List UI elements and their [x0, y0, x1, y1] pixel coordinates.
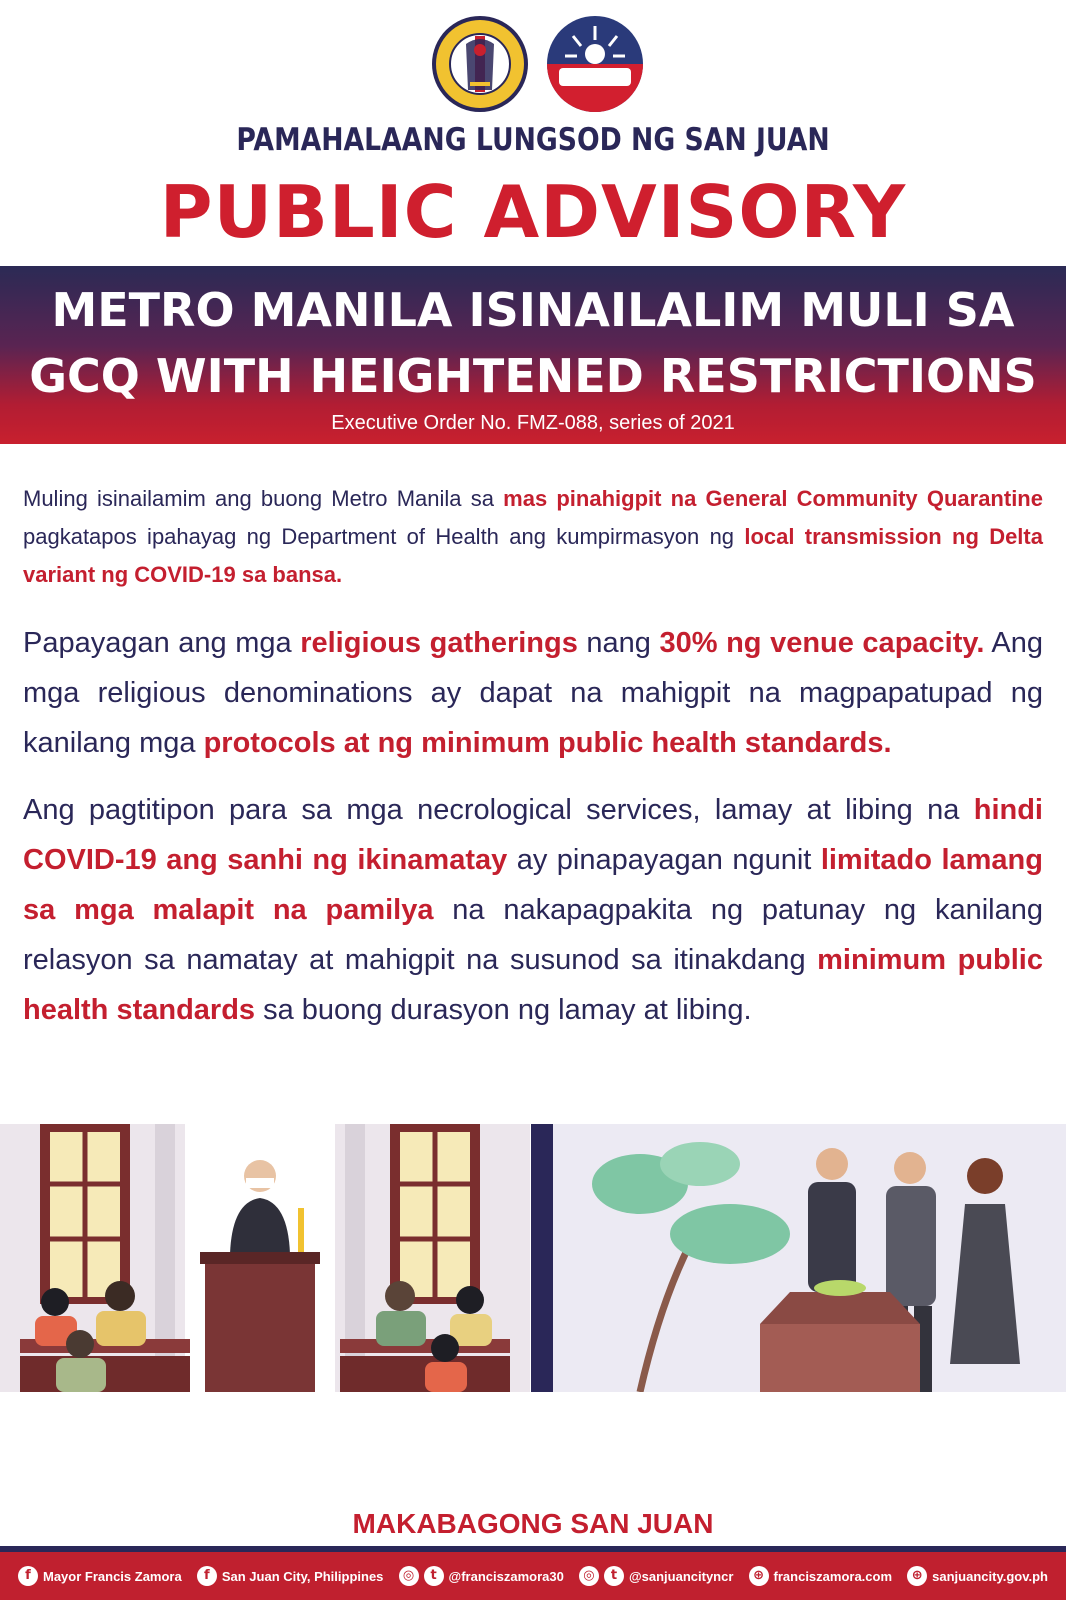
instagram-icon: ◎ [399, 1566, 419, 1586]
text: nang [577, 627, 660, 659]
illustration-panel [0, 1124, 1066, 1392]
highlight: 30% ng venue capacity. [659, 627, 985, 659]
organization-name: PAMAHALAANG LUNGSOD NG SAN JUAN [236, 122, 830, 158]
footer-tagline: MAKABAGONG SAN JUAN [352, 1508, 714, 1539]
social-facebook-mayor[interactable] [18, 1566, 182, 1586]
paragraph-necrological-services [23, 785, 1043, 1035]
text: na nakapagpakita ng patunay ng kanilang relasyon sa namatay at mahigpit na susunod sa itinakdang [23, 894, 1044, 976]
church-scene-illustration [0, 1124, 530, 1392]
highlight: limitado lamang sa mga malapit na pamilya [23, 844, 1043, 926]
social-website-city[interactable] [907, 1566, 1048, 1586]
social-label: San Juan City, Philippines [221, 1568, 384, 1584]
twitter-icon: t [604, 1566, 624, 1586]
social-label: sanjuancity.gov.ph [932, 1568, 1048, 1584]
headline-line-2: GCQ WITH HEIGHTENED RESTRICTIONS [29, 349, 1037, 403]
text: Ang pagtitipon para sa mga necrological services, lamay at libing na [23, 794, 974, 826]
headline-line-1: METRO MANILA ISINAILALIM MULI SA [51, 283, 1015, 337]
text: pagkatapos ipahayag ng Department of Health ang kumpirmasyon ng [23, 524, 745, 549]
funeral-scene-illustration [553, 1124, 1066, 1392]
paragraph-quarantine [23, 480, 1043, 594]
social-links-bar [0, 1546, 1066, 1600]
facebook-icon: f [18, 1566, 38, 1586]
social-label: franciszamora.com [773, 1568, 893, 1584]
highlight: hindi COVID-19 ang sanhi ng ikinamatay [23, 794, 1043, 876]
makabagong-san-juan-logo [545, 14, 645, 114]
twitter-icon: t [424, 1566, 444, 1586]
social-label: @franciszamora30 [448, 1568, 564, 1584]
social-instagram-twitter-mayor[interactable] [399, 1566, 564, 1586]
paragraph-religious-gatherings [23, 618, 1043, 768]
text: Papayagan ang mga [23, 627, 301, 659]
highlight: protocols at ng minimum public health standards. [203, 727, 892, 759]
san-juan-seal-logo [430, 14, 530, 114]
highlight: local transmission ng Delta variant ng COVID-19 sa bansa. [23, 524, 1043, 587]
highlight: mas pinahigpit na General Community Quarantine [503, 486, 1043, 511]
social-facebook-city[interactable] [197, 1566, 384, 1586]
social-label: @sanjuancityncr [628, 1568, 734, 1584]
seal-icon [430, 14, 530, 114]
instagram-icon: ◎ [579, 1566, 599, 1586]
text: ay pinapayagan ngunit [507, 844, 821, 876]
globe-icon: ⊕ [749, 1566, 769, 1586]
social-website-mayor[interactable] [749, 1566, 893, 1586]
highlight: minimum public health standards [23, 944, 1043, 1026]
text: sa buong durasyon ng lamay at libing. [255, 994, 752, 1026]
headline-banner [0, 266, 1066, 444]
advisory-title: PUBLIC ADVISORY [159, 170, 907, 254]
globe-icon: ⊕ [907, 1566, 927, 1586]
executive-order-subtitle: Executive Order No. FMZ-088, series of 2021 [331, 412, 735, 434]
social-instagram-twitter-city[interactable] [579, 1566, 733, 1586]
sun-logo-icon [545, 14, 645, 114]
facebook-icon: f [197, 1566, 217, 1586]
highlight: religious gatherings [300, 627, 578, 659]
social-label: Mayor Francis Zamora [43, 1568, 182, 1584]
text: Muling isinailamim ang buong Metro Manila sa [23, 486, 504, 511]
text: Ang mga religious denominations ay dapat na mahigpit na magpapatupad ng kanilang mga [23, 627, 1043, 759]
